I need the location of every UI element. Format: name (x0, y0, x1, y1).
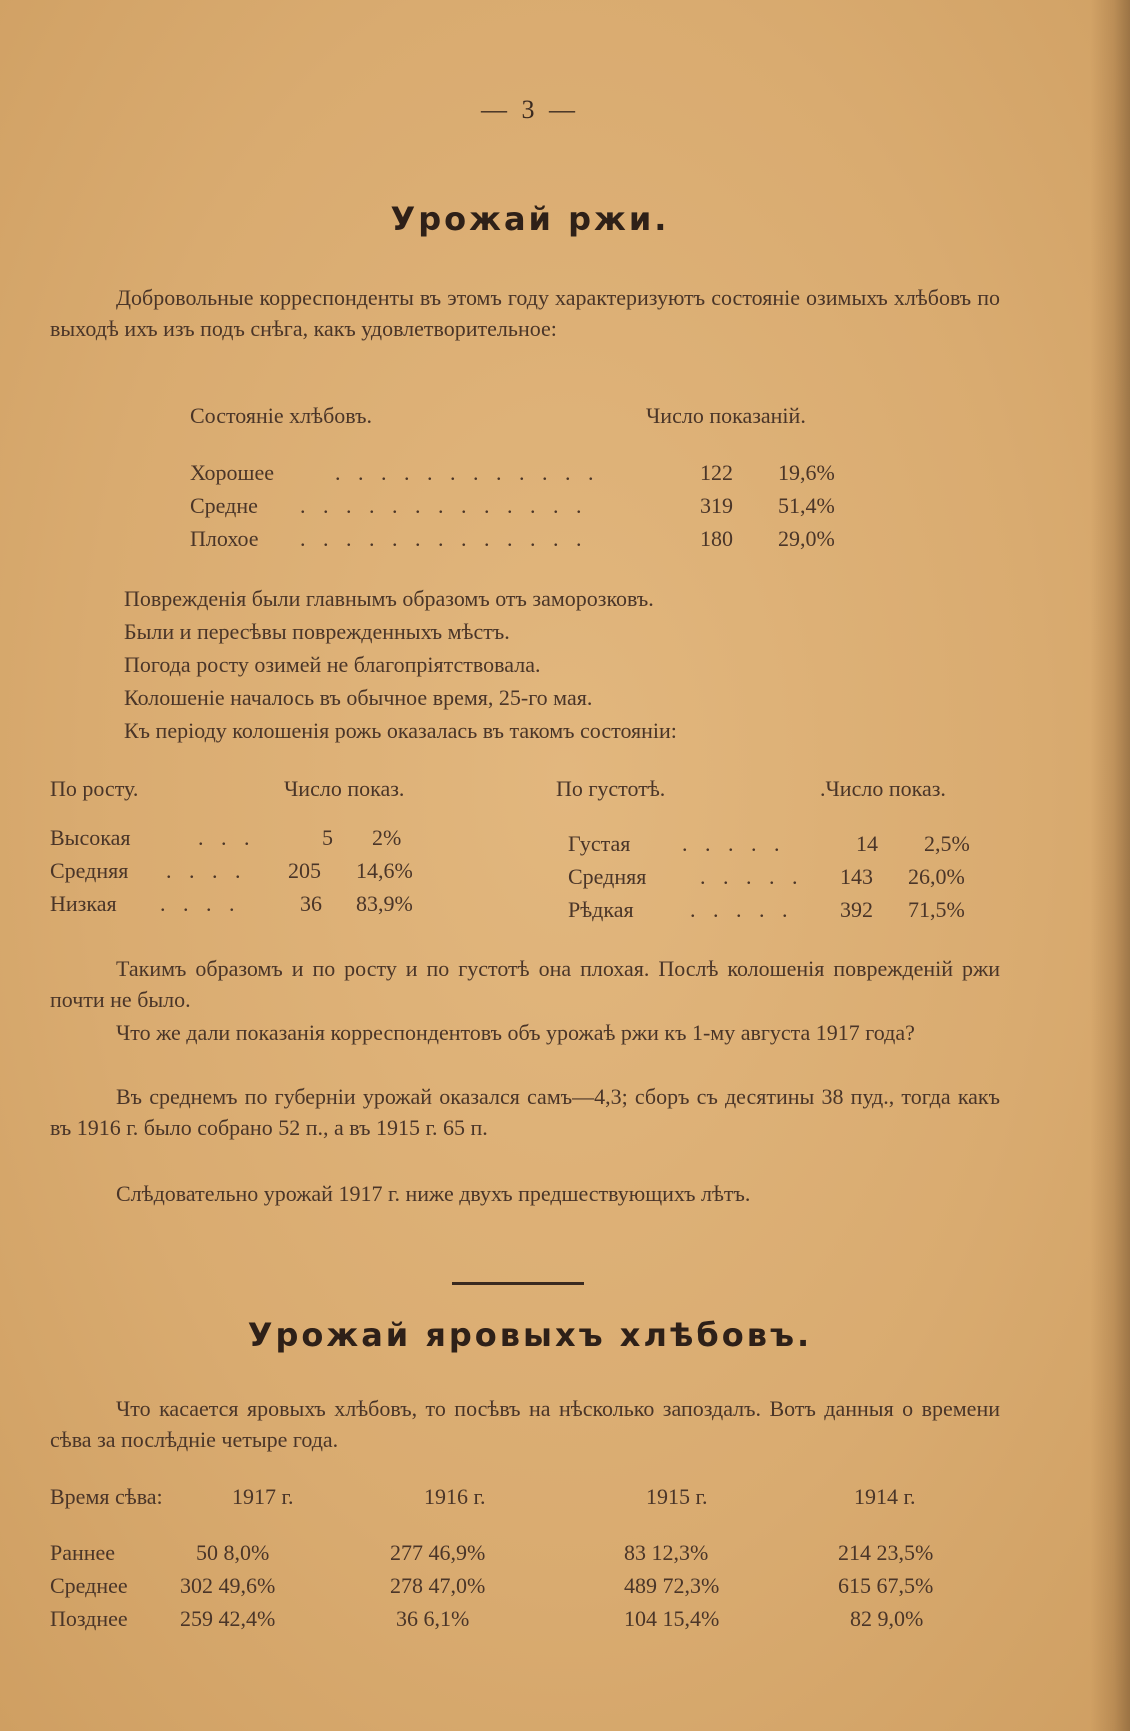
row-cell: 302 49,6% (180, 1573, 276, 1598)
row-percent: 83,9% (356, 891, 413, 916)
text-line: Колошеніе началось въ обычное время, 25-го мая. (124, 685, 593, 710)
row-cell: 489 72,3% (624, 1573, 720, 1598)
row-label: Средняя (568, 864, 647, 889)
paragraph-text: Такимъ образомъ и по росту и по густотѣ она плохая. Послѣ колошенія поврежденій ржи почти не было. (50, 956, 1000, 1012)
section-title-spring-grain: Урожай яровыхъ хлѣбовъ. (247, 1316, 813, 1354)
text-line: Погода росту озимей не благопріятствовала. (124, 652, 541, 677)
row-label: Раннее (50, 1540, 116, 1565)
intro-text: Добровольные корреспонденты въ этомъ году характеризуютъ состояніе озимыхъ хлѣбовъ по выходѣ ихъ изъ подъ снѣга, какъ удовлетворительное: (50, 285, 1000, 341)
row-percent: 14,6% (356, 858, 413, 883)
row-count: 392 (840, 897, 873, 922)
intro-paragraph (50, 282, 1000, 344)
row-cell: 214 23,5% (838, 1540, 934, 1565)
row-dots: . . . . . (700, 864, 804, 889)
table2-head-density: По густотѣ. (556, 776, 666, 801)
paragraph-4 (50, 1081, 1000, 1143)
page-edge-shadow (1090, 0, 1130, 1731)
row-cell: 615 67,5% (838, 1573, 934, 1598)
row-count: 5 (322, 825, 333, 850)
row-dots: . . . . . (690, 897, 794, 922)
row-count: 143 (840, 864, 873, 889)
paragraph-2 (50, 953, 1000, 1015)
row-label: Низкая (50, 891, 117, 916)
row-count: 205 (288, 858, 321, 883)
row-label: Позднее (50, 1606, 128, 1631)
text-line: Были и пересѣвы поврежденныхъ мѣстъ. (124, 619, 510, 644)
year-head: 1917 г. (232, 1484, 294, 1509)
row-label: Среднее (50, 1573, 128, 1598)
year-head: 1915 г. (646, 1484, 708, 1509)
row-label: Хорошее (190, 460, 274, 485)
section-divider (452, 1282, 584, 1285)
row-label: Плохое (190, 526, 259, 551)
row-label: Густая (568, 831, 631, 856)
row-count: 14 (856, 831, 878, 856)
section-title-rye: Урожай ржи. (390, 200, 670, 238)
paragraph-text: Что касается яровыхъ хлѣбовъ, то посѣвъ на нѣсколько запоздалъ. Вотъ данныя о времени сѣва за послѣдніе четыре года. (50, 1396, 1000, 1452)
sowing-time-head: Время сѣва: (50, 1484, 163, 1509)
row-count: 36 (300, 891, 322, 916)
row-cell: 104 15,4% (624, 1606, 720, 1631)
row-cell: 83 12,3% (624, 1540, 709, 1565)
row-count: 319 (700, 493, 733, 518)
row-percent: 29,0% (778, 526, 835, 551)
table2-head-count-left: Число показ. (284, 776, 405, 801)
row-percent: 19,6% (778, 460, 835, 485)
table1-head-state: Состояніе хлѣбовъ. (190, 403, 372, 428)
row-cell: 36 6,1% (396, 1606, 470, 1631)
row-label: Рѣдкая (568, 897, 634, 922)
row-dots: . . . . . . . . . . . . (335, 460, 600, 485)
paragraph-text: Въ среднемъ по губерніи урожай оказался самъ—4,3; сборъ съ десятины 38 пуд., тогда какъ въ 1916 г. было собрано 52 п., а въ 1915 г. 65 п. (50, 1084, 1000, 1140)
row-percent: 26,0% (908, 864, 965, 889)
row-dots: . . . (198, 825, 256, 850)
row-dots: . . . . . . . . . . . . . (300, 493, 588, 518)
table2-head-height: По росту. (50, 776, 139, 801)
text-line: Къ періоду колошенія рожь оказалась въ такомъ состояніи: (124, 718, 677, 743)
paragraph-text: Что же дали показанія корреспондентовъ объ урожаѣ ржи къ 1-му августа 1917 года? (116, 1020, 915, 1045)
row-cell: 50 8,0% (196, 1540, 270, 1565)
row-count: 122 (700, 460, 733, 485)
paragraph-3 (50, 1017, 1000, 1048)
row-dots: . . . . (160, 891, 241, 916)
page-number: — 3 — (481, 95, 579, 124)
spring-intro-paragraph (50, 1393, 1000, 1455)
table1-head-count: Число показаній. (646, 403, 806, 428)
paragraph-text: Слѣдовательно урожай 1917 г. ниже двухъ предшествующихъ лѣтъ. (116, 1181, 751, 1206)
year-head: 1914 г. (854, 1484, 916, 1509)
row-dots: . . . . (166, 858, 247, 883)
row-label: Средне (190, 493, 258, 518)
row-label: Средняя (50, 858, 129, 883)
row-label: Высокая (50, 825, 131, 850)
row-cell: 277 46,9% (390, 1540, 486, 1565)
year-head: 1916 г. (424, 1484, 486, 1509)
row-count: 180 (700, 526, 733, 551)
text-line: Поврежденія были главнымъ образомъ отъ заморозковъ. (124, 586, 654, 611)
paragraph-5 (50, 1178, 1000, 1209)
row-percent: 71,5% (908, 897, 965, 922)
row-dots: . . . . . . . . . . . . . (300, 526, 588, 551)
row-cell: 278 47,0% (390, 1573, 486, 1598)
row-cell: 259 42,4% (180, 1606, 276, 1631)
row-cell: 82 9,0% (850, 1606, 924, 1631)
row-percent: 2% (372, 825, 402, 850)
row-dots: . . . . . (682, 831, 786, 856)
row-percent: 51,4% (778, 493, 835, 518)
table2-head-count-right: .Число показ. (820, 776, 946, 801)
row-percent: 2,5% (924, 831, 970, 856)
